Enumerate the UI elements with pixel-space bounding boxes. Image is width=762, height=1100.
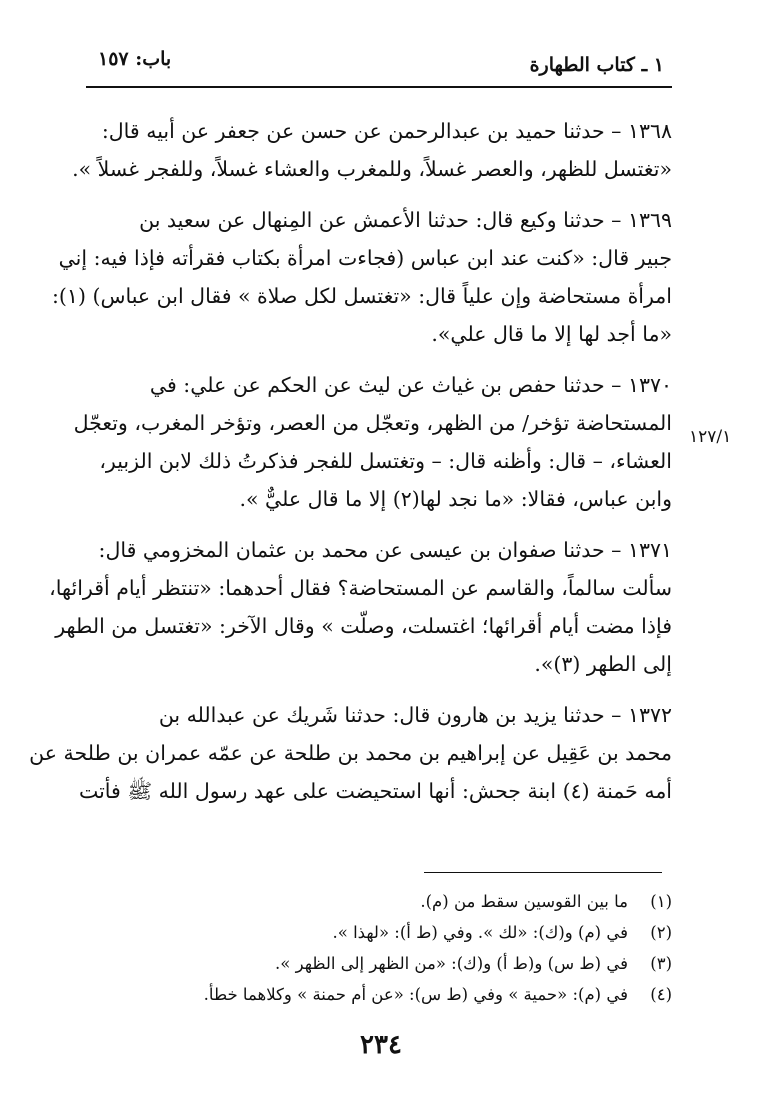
chapter-label: باب: ١٥٧ xyxy=(98,48,172,70)
text-line: ١٣٧١ – حدثنا صفوان بن عيسى عن محمد بن عثمان المخزومي قال: xyxy=(98,538,672,562)
hadith-1368 xyxy=(72,112,672,188)
text-line: «تغتسل للظهر، والعصر غسلاً، وللمغرب والعشاء غسلاً، وللفجر غسلاً ». xyxy=(72,157,672,181)
footnote-text: في (م) و(ك): «لك ». وفي (ط أ): «لهذا ». xyxy=(332,923,628,942)
footnote xyxy=(150,917,672,948)
hadith-text xyxy=(29,112,672,823)
footnotes xyxy=(150,886,672,1010)
footnote-number: (٣) xyxy=(650,954,672,973)
footnote xyxy=(150,948,672,979)
hadith-1369 xyxy=(52,201,672,353)
hadith-1371 xyxy=(49,531,672,683)
text-line: أمه حَمنة (٤) ابنة جحش: أنها استحيضت على عهد رسول الله ﷺ فأتت xyxy=(78,779,672,803)
margin-reference: ١٢٧/١ xyxy=(689,427,732,447)
text-line: فإذا مضت أيام أقرائها؛ اغتسلت، وصلّت » وقال الآخر: «تغتسل من الطهر xyxy=(55,614,672,638)
text-line: جبير قال: «كنت عند ابن عباس (فجاءت امرأة بكتاب فقرأته فإذا فيه: إني xyxy=(58,246,672,270)
text-line: المستحاضة تؤخر/ من الظهر، وتعجّل من العصر، وتؤخر المغرب، وتعجّل xyxy=(73,411,672,435)
hadith-1370 xyxy=(73,366,672,518)
text-line: إلى الطهر (٣)». xyxy=(534,652,672,676)
footnote-number: (١) xyxy=(650,892,672,911)
text-line: ١٣٦٨ – حدثنا حميد بن عبدالرحمن عن حسن عن جعفر عن أبيه قال: xyxy=(101,119,672,143)
text-line: ١٣٧٢ – حدثنا يزيد بن هارون قال: حدثنا شَريك عن عبدالله بن xyxy=(158,703,672,727)
hadith-1372 xyxy=(29,696,672,810)
text-line: وابن عباس، فقالا: «ما نجد لها(٢) إلا ما قال عليٌّ ». xyxy=(239,487,672,511)
running-header xyxy=(86,46,672,88)
footnote-separator xyxy=(424,872,662,873)
footnote-number: (٤) xyxy=(650,985,672,1004)
footnote-number: (٢) xyxy=(650,923,672,942)
book-title: ١ ـ كتاب الطهارة xyxy=(529,54,664,76)
text-line: «ما أجد لها إلا ما قال علي». xyxy=(431,322,672,346)
page-number: ٢٣٤ xyxy=(360,1030,402,1060)
footnote xyxy=(150,886,672,917)
text-line: ١٣٦٩ – حدثنا وكيع قال: حدثنا الأعمش عن المِنهال عن سعيد بن xyxy=(139,208,672,232)
text-line: محمد بن عَقِيل عن إبراهيم بن محمد بن طلحة عن عمّه عمران بن طلحة عن xyxy=(29,741,672,765)
text-line: سألت سالماً، والقاسم عن المستحاضة؟ فقال أحدهما: «تنتظر أيام أقرائها، xyxy=(49,576,672,600)
text-line: العشاء، – قال: وأظنه قال: – وتغتسل للفجر فذكرتُ ذلك لابن الزبير، xyxy=(99,449,672,473)
footnote-text: في (ط س) و(ط أ) و(ك): «من الظهر إلى الظهر ». xyxy=(275,954,628,973)
text-line: ١٣٧٠ – حدثنا حفص بن غياث عن ليث عن الحكم عن علي: في xyxy=(149,373,672,397)
footnote xyxy=(150,979,672,1010)
footnote-text: في (م): «حمية » وفي (ط س): «عن أم حمنة » وكلاهما خطأ. xyxy=(203,985,628,1004)
text-line: امرأة مستحاضة وإن علياً قال: «تغتسل لكل صلاة » فقال ابن عباس) (١): xyxy=(52,284,672,308)
footnote-text: ما بين القوسين سقط من (م). xyxy=(420,892,628,911)
